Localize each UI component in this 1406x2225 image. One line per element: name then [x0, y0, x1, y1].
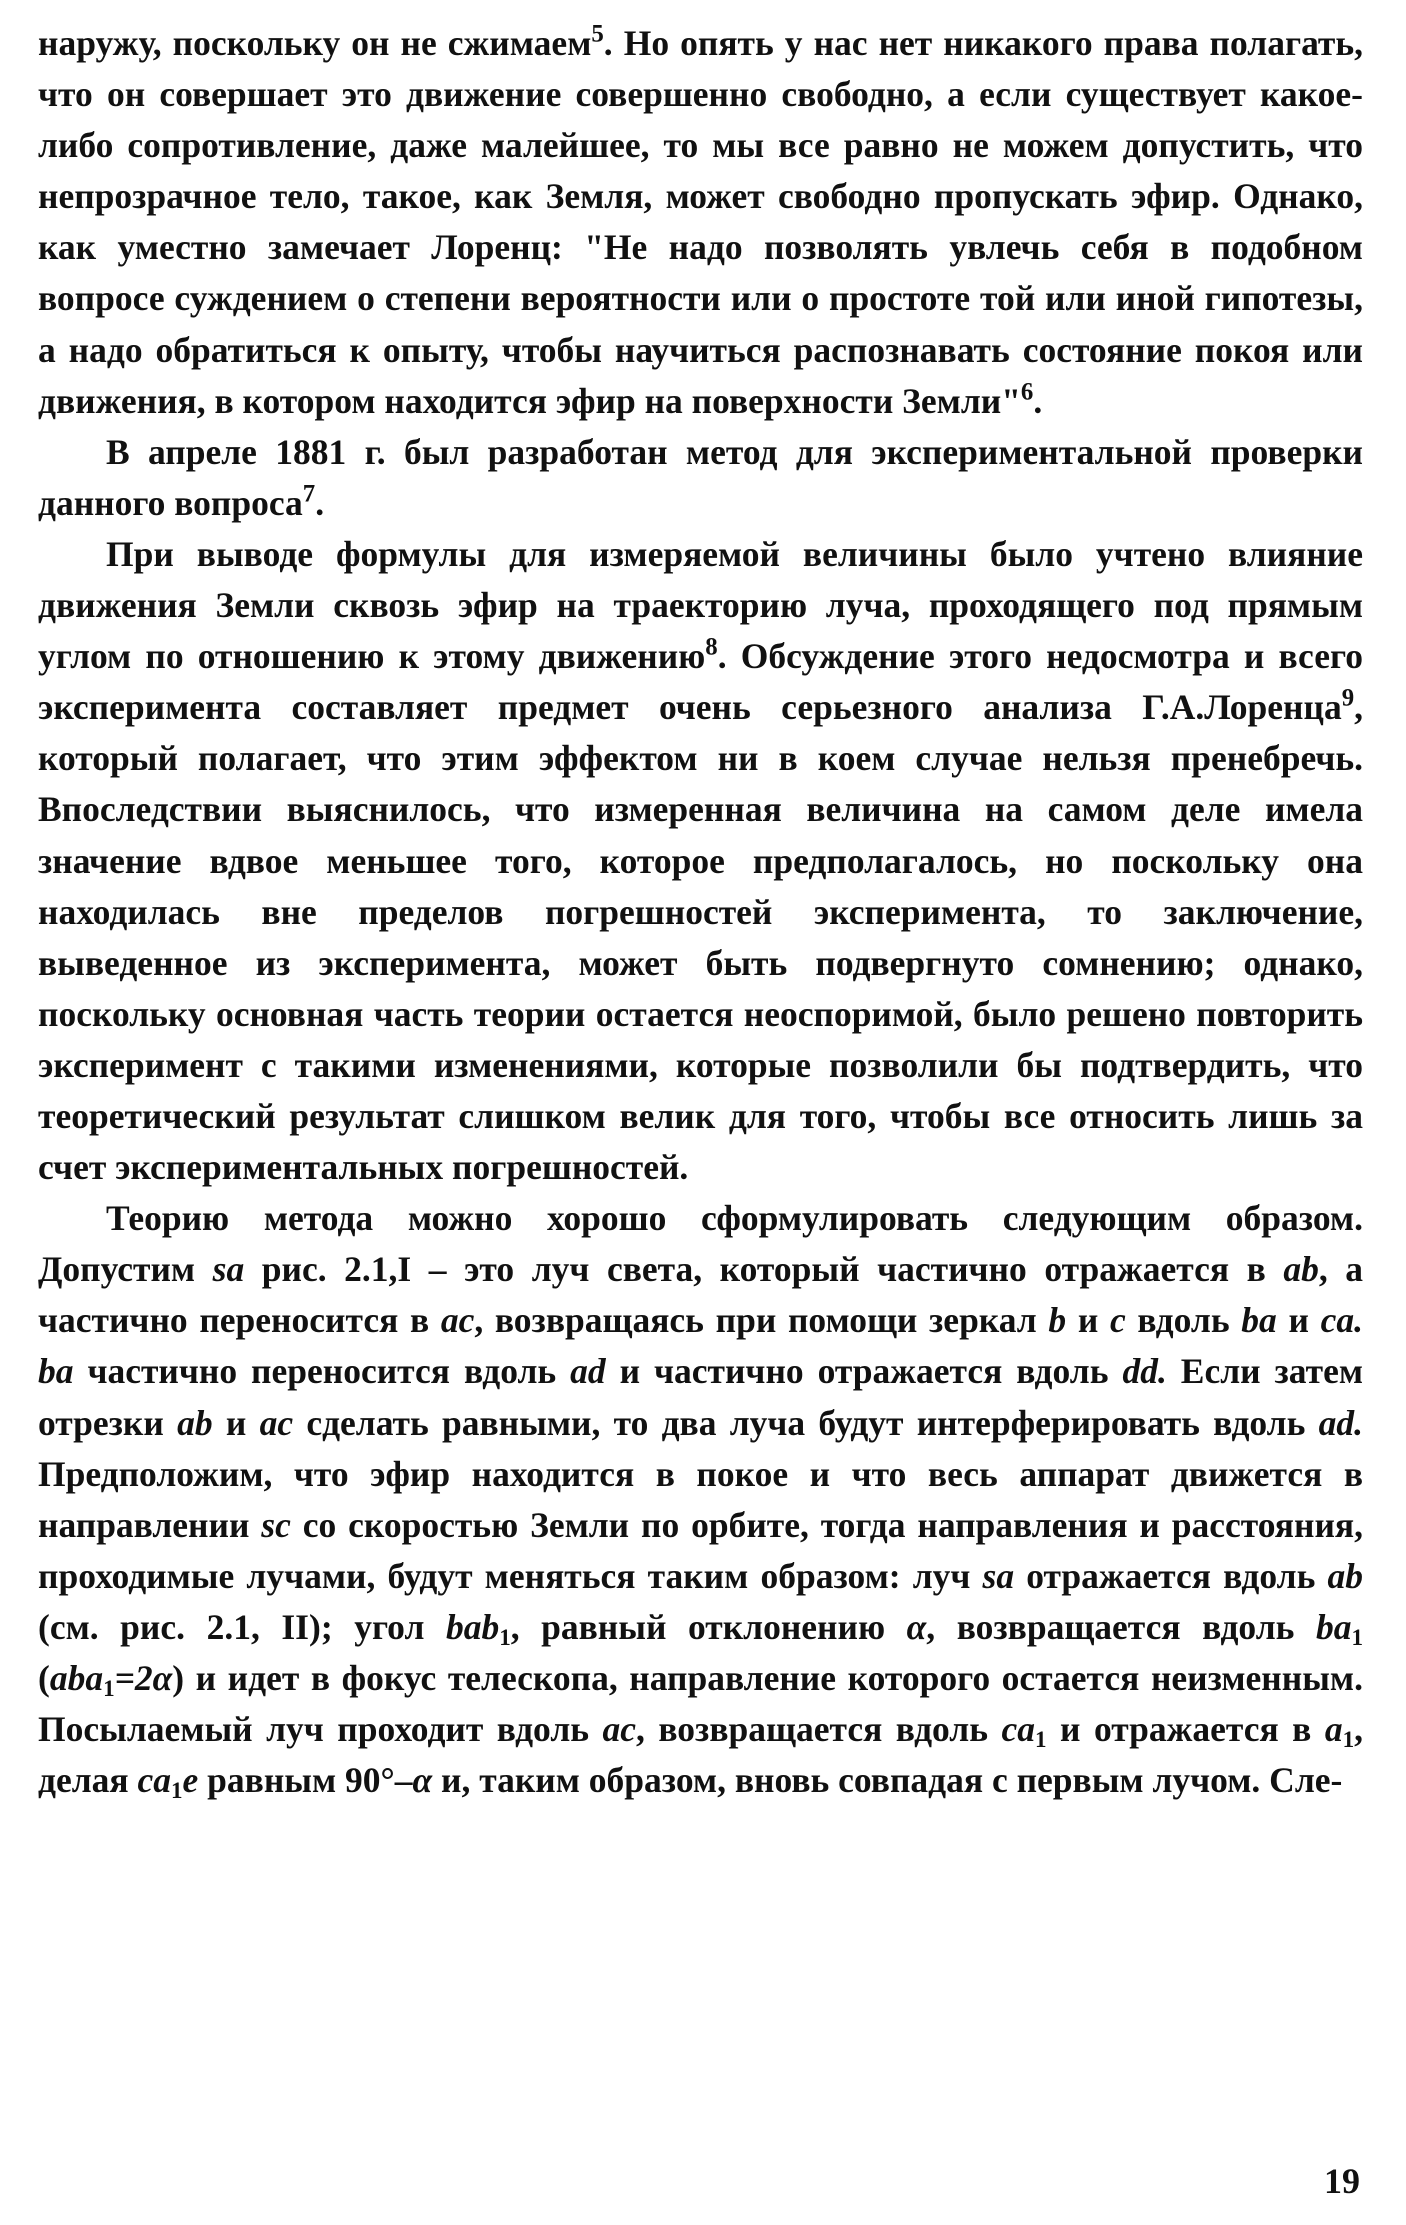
- italic-symbol: e: [182, 1760, 199, 1801]
- italic-symbol: ca: [1001, 1709, 1036, 1750]
- italic-symbol: dd.: [1122, 1351, 1167, 1392]
- italic-symbol: ab: [177, 1402, 213, 1443]
- subscript: 1: [103, 1674, 115, 1701]
- subscript: 1: [499, 1623, 511, 1650]
- text-run: В апреле 1881 г. был разработан метод для экспериментальной проверки данного вопроса: [38, 431, 1363, 523]
- italic-symbol: aba: [49, 1658, 104, 1698]
- text-run: вдоль: [1125, 1300, 1242, 1341]
- text-run: , равный отклонению: [510, 1606, 907, 1647]
- text-run: При выводе формулы для измеряемой величины было учтено влияние движения Земли сквозь эфир на траекторию луча, проходящего под прямым углом по отношению к этому движению: [38, 533, 1363, 677]
- italic-symbol: α: [412, 1760, 433, 1801]
- italic-symbol: ca. ba: [38, 1300, 1363, 1392]
- italic-symbol: α: [152, 1658, 173, 1698]
- text-run: и: [1066, 1300, 1110, 1341]
- text-run: сделать равными, то два луча будут интерферировать вдоль: [293, 1402, 1319, 1443]
- footnote-ref: 9: [1341, 684, 1355, 712]
- text-run: наружу, поскольку он не сжимаем: [38, 23, 592, 63]
- text-run: (: [38, 1658, 50, 1698]
- italic-symbol: ab: [1327, 1555, 1363, 1596]
- italic-symbol: ab: [1283, 1249, 1319, 1290]
- text-run: .: [315, 482, 325, 523]
- footnote-ref: 7: [302, 480, 316, 508]
- footnote-ref: 8: [705, 633, 718, 661]
- italic-symbol: ba: [1315, 1606, 1352, 1647]
- text-run: , возвращается вдоль: [636, 1709, 1002, 1750]
- text-run: Теорию метода можно хорошо сформулировать следующим образом. Допустим: [38, 1198, 1363, 1290]
- footnote-ref: 5: [591, 20, 604, 48]
- italic-symbol: bab: [445, 1606, 500, 1647]
- italic-symbol: ba: [1241, 1300, 1277, 1341]
- text-run: (см. рис. 2.1, II); угол: [38, 1606, 446, 1647]
- italic-symbol: ac: [259, 1402, 294, 1443]
- body-text: [38, 18, 1363, 1806]
- italic-symbol: ad: [570, 1351, 606, 1392]
- paragraph: [38, 529, 1363, 1193]
- subscript: 1: [1351, 1623, 1363, 1650]
- italic-symbol: ac: [440, 1300, 475, 1341]
- text-run: . Обсуждение этого недосмотра и всего эксперимента составляет предмет очень серьезного анализа Г.А.Лоренца: [38, 636, 1363, 728]
- paragraph: [38, 1193, 1363, 1806]
- subscript: 1: [1342, 1725, 1355, 1752]
- text-run: и: [212, 1402, 260, 1443]
- italic-symbol: a: [1324, 1709, 1343, 1750]
- text-run: и частично отражается вдоль: [605, 1351, 1123, 1392]
- page-number: 19: [1324, 2161, 1360, 2201]
- subscript: 1: [1035, 1725, 1047, 1752]
- text-run: ) и идет в фокус телескопа, направление которого остается неизменным. Посылаемый луч проходит вдоль: [38, 1658, 1363, 1750]
- italic-symbol: ad.: [1318, 1402, 1363, 1443]
- text-run: и: [1276, 1300, 1321, 1341]
- italic-symbol: sa: [212, 1249, 245, 1290]
- text-run: частично переносится вдоль: [73, 1351, 571, 1392]
- text-run: , который полагает, что этим эффектом ни в коем случае нельзя пренебречь. Впоследствии выяснилось, что измеренная величина на самом деле имела значение вдвое меньшее того, которое предполагалось, но поскольку она находилась вне пределов погрешностей эксперимента, то заключение, выведенное из эксперимента, может быть подвергнуто сомнению; однако, поскольку основная часть теории остается неоспоримой, было решено повторить эксперимент с такими изменениями, которые позволили бы подтвердить, что теоретический результат слишком велик для того, чтобы все относить лишь за счет экспериментальных погрешностей.: [38, 687, 1363, 1188]
- text-run: равным 90°–: [198, 1760, 413, 1801]
- italic-symbol: c: [1109, 1300, 1126, 1341]
- italic-symbol: sa: [982, 1555, 1015, 1596]
- text-run: . Но опять у нас нет никакого права полагать, что он совершает это движение совершенно свободно, а если существует какое-либо сопротивление, даже малейшее, то мы все равно не можем допустить, что непрозрачное тело, такое, как Земля, может свободно пропускать эфир. Однако, как уместно замечает Лоренц: "Не надо позволять увлечь себя в подобном вопросе суждением о степени вероятности или о простоте той или иной гипотезы, а надо обратиться к опыту, чтобы научиться распознавать состояние покоя или движения, в котором находится эфир на поверхности Земли": [38, 23, 1363, 421]
- text-run: со скоростью Земли по орбите, тогда направления и расстояния, проходимые лучами, будут меняться таким образом: луч: [38, 1504, 1363, 1596]
- text-run: отражается вдоль: [1014, 1555, 1328, 1596]
- text-run: Предположим, что эфир находится в покое и что весь аппарат движется в направлении: [38, 1453, 1363, 1545]
- text-run: , делая: [38, 1709, 1364, 1801]
- italic-symbol: sc: [261, 1504, 291, 1545]
- italic-symbol: α: [906, 1606, 927, 1647]
- italic-symbol: ca: [137, 1760, 171, 1801]
- text-run: рис. 2.1,I – это луч света, который частично отражается в: [244, 1249, 1284, 1290]
- paragraph: [38, 427, 1363, 529]
- document-page: [38, 0, 1368, 2225]
- subscript: 1: [170, 1776, 183, 1803]
- italic-symbol: b: [1048, 1300, 1067, 1341]
- footnote-ref: 6: [1020, 378, 1034, 405]
- text-run: .: [1033, 380, 1043, 421]
- paragraph: [38, 18, 1363, 427]
- text-run: , возвращается вдоль: [926, 1606, 1316, 1647]
- italic-symbol: =2: [114, 1658, 153, 1698]
- text-run: и отражается в: [1046, 1709, 1325, 1750]
- italic-symbol: ac: [602, 1709, 637, 1750]
- text-run: , а частично переносится в: [38, 1249, 1363, 1341]
- text-run: Если затем отрезки: [38, 1351, 1364, 1443]
- text-run: , возвращаясь при помощи зеркал: [474, 1300, 1049, 1341]
- text-run: и, таким образом, вновь совпадая с первым лучом. Сле-: [432, 1760, 1343, 1801]
